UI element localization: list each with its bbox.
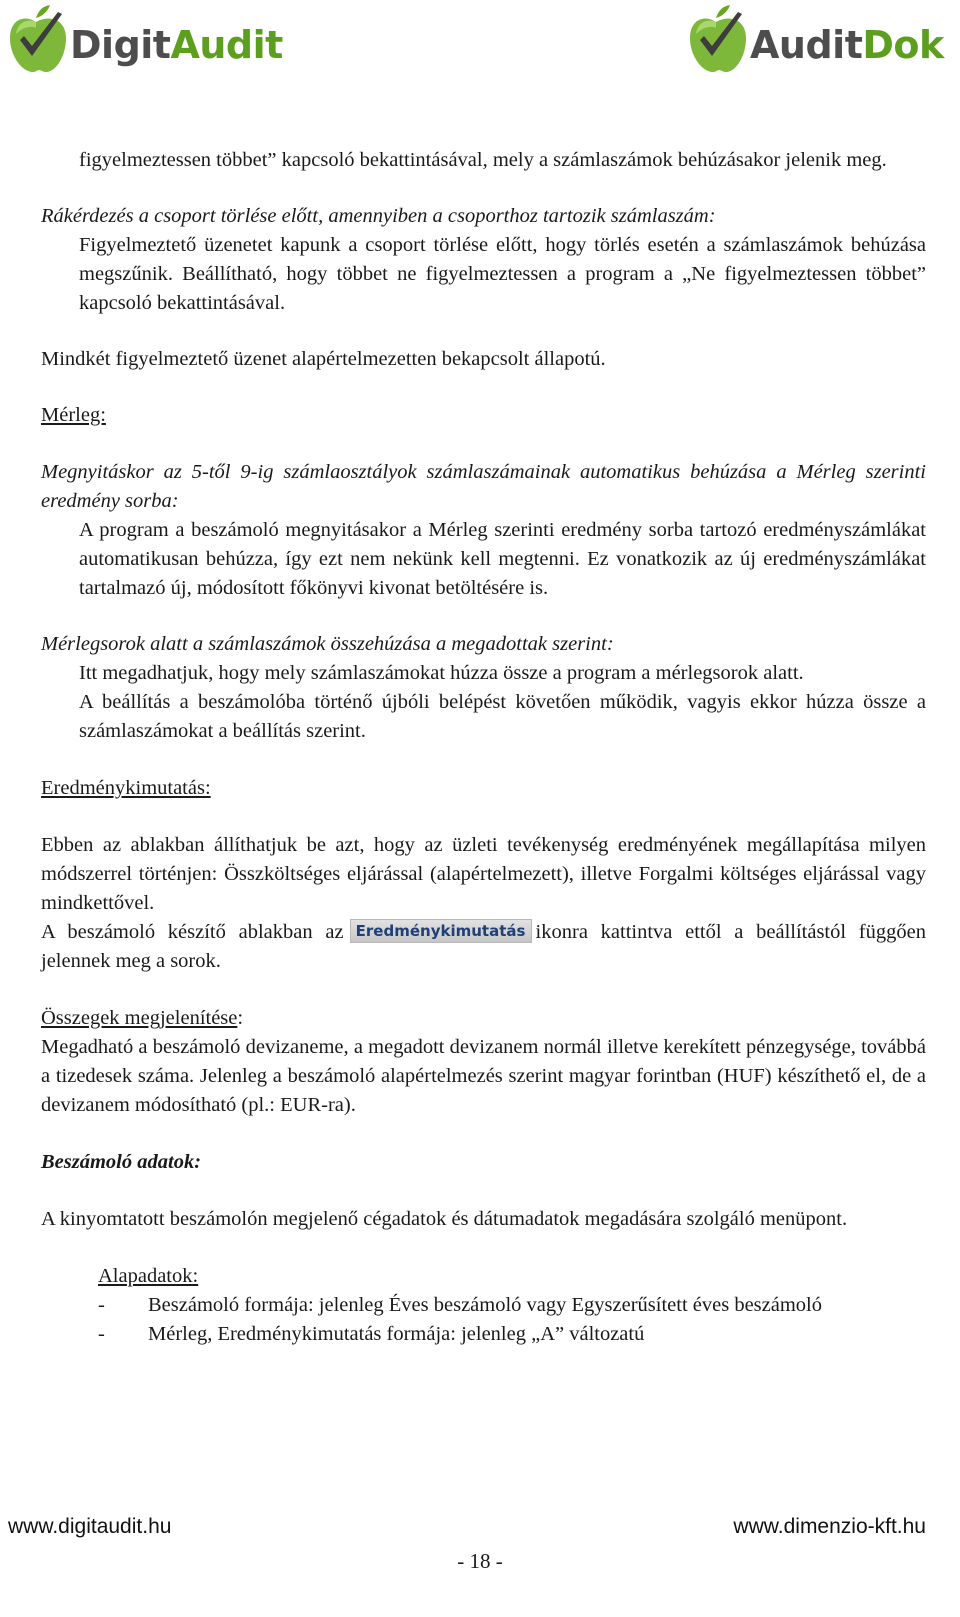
merlegsorok-paragraph-2: A beállítás a beszámolóba történő újbóli belépést követően működik, vagyis ekkor húzza össze a számlaszámokat a beállítás szerint. (79, 691, 926, 742)
osszegek-heading-colon: : (237, 1007, 244, 1029)
intro-paragraph: figyelmeztessen többet” kapcsoló bekattintásával, mely a számlaszámok behúzásakor jelenik meg. (79, 149, 887, 171)
merlegsorok-heading: Mérlegsorok alatt a számlaszámok összehúzása a megadottak szerint: (41, 633, 614, 655)
osszegek-heading-text: Összegek megjelenítése (41, 1007, 238, 1029)
list-item-text: Mérleg, Eredménykimutatás formája: jelenleg „A” változatú (148, 1323, 645, 1345)
document-body (41, 146, 926, 1349)
logo-right-part2: Dok (862, 23, 944, 67)
page-number: - 18 - (457, 1549, 503, 1573)
rakerdezes-paragraph: Figyelmeztető üzenetet kapunk a csoport törlése előtt, hogy törlés esetén a számlaszámok behúzása megszűnik. Beállítható, hogy többet ne figyelmeztessen a program a „Ne figyelmeztessen többet” kapcsoló bekattintásával. (79, 234, 926, 314)
auditdok-logo (686, 4, 944, 76)
logo-left-part2: Audit (170, 23, 283, 67)
beszamolo-adatok-paragraph: A kinyomtatott beszámolón megjelenő cégadatok és dátumadatok megadására szolgáló menüpont. (41, 1208, 848, 1230)
alapadatok-heading: Alapadatok: (98, 1265, 199, 1287)
logo-right-part1: Audit (750, 23, 863, 67)
list-dash: - (98, 1323, 105, 1345)
beszamolo-adatok-heading: Beszámoló adatok: (41, 1151, 202, 1173)
rakerdezes-heading: Rákérdezés a csoport törlése előtt, amennyiben a csoporthoz tartozik számlaszám: (41, 205, 716, 227)
digitaudit-logo (6, 4, 283, 76)
list-item (41, 1320, 926, 1349)
apple-check-icon (686, 4, 748, 76)
mindket-paragraph: Mindkét figyelmeztető üzenet alapértelmezetten bekapcsolt állapotú. (41, 348, 606, 370)
megnyitas-heading: Megnyitáskor az 5-től 9-ig számlaosztályok számlaszámainak automatikus behúzása a Mérleg szerinti eredmény sorba: (41, 461, 926, 512)
footer-link-digitaudit[interactable]: www.digitaudit.hu (8, 1515, 172, 1538)
osszegek-heading (41, 1004, 926, 1033)
list-dash: - (98, 1294, 105, 1316)
eredmeny-heading: Eredménykimutatás: (41, 777, 211, 799)
eredmeny-paragraph-2a: A beszámoló készítő ablakban az (41, 921, 344, 943)
merlegsorok-paragraph-1: Itt megadhatjuk, hogy mely számlaszámokat húzza össze a program a mérlegsorok alatt. (79, 662, 804, 684)
eredmeny-paragraph-2b: ikonra kattintva ettől a beállítástól függően jelennek meg a sorok. (41, 921, 926, 972)
eredmenykimutatas-button[interactable]: Eredménykimutatás (350, 919, 532, 943)
megnyitas-paragraph: A program a beszámoló megnyitásakor a Mérleg szerinti eredmény sorba tartozó eredményszámlákat automatikusan behúzza, így ezt nem nekünk kell megtenni. Ez vonatkozik az új eredményszámlákat tartalmazó új, módosított főkönyvi kivonat betöltésére is. (79, 519, 926, 599)
merleg-heading: Mérleg: (41, 404, 106, 426)
eredmeny-paragraph-2 (41, 918, 926, 976)
logo-left-part1: Digit (70, 23, 171, 67)
list-item (41, 1291, 926, 1320)
list-item-text: Beszámoló formája: jelenleg Éves beszámoló vagy Egyszerűsített éves beszámoló (148, 1294, 822, 1316)
footer-link-dimenzio[interactable]: www.dimenzio-kft.hu (733, 1515, 926, 1538)
apple-check-icon (6, 4, 68, 76)
osszegek-paragraph: Megadható a beszámoló devizaneme, a megadott devizanem normál illetve kerekített pénzegysége, továbbá a tizedesek száma. Jelenleg a beszámoló alapértelmezés szerint magyar forintban (HUF) készíthető el, de a devizanem módosítható (pl.: EUR-ra). (41, 1036, 926, 1116)
eredmeny-paragraph-1: Ebben az ablakban állíthatjuk be azt, hogy az üzleti tevékenység eredményének megállapítása milyen módszerrel történjen: Összköltséges eljárással (alapértelmezett), illetve Forgalmi költséges eljárással vagy mindkettővel. (41, 834, 926, 914)
